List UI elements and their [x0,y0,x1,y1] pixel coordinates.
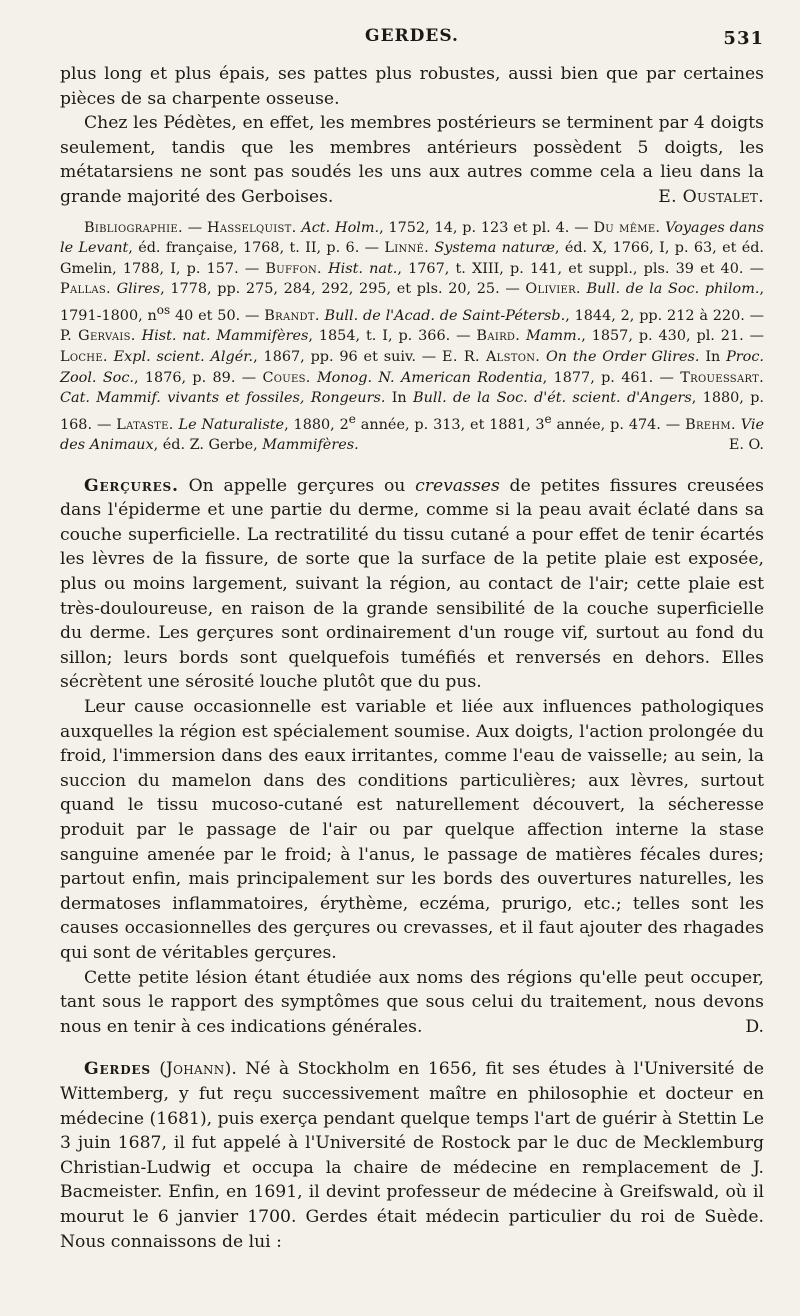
bib-title: On the Order Glires. [546,348,700,365]
running-title: GERDES. [365,26,459,46]
bib-author: Pallas. [60,281,111,298]
gercures-paragraph-2: Leur cause occasionnelle est variable et liée aux influences pathologiques auxquelles la région est spécialement soumise. Aux doigts, l'action prolongée du froid, l'immersion dans des eaux irritantes, comme l'eau de vaisselle; au sein, la succion du mamelon dans des conditions particulières; aux lèvres, surtout quand le tissu mucoso-cutané est naturellement découvert, la sécheresse produit par le passage de l'air ou par quelque affection interne la stase sanguine amenée par le froid; à l'anus, le passage de matières fécales dures; partout enfin, mais principalement sur les bords des ouvertures naturelles, les dermatoses inflammatoires, érythème, eczéma, prurigo, etc.; telles sont les causes occasionnelles des gerçures ou crevasses, et il faut ajouter des rhagades qui sont de véritables gerçures. [60,697,764,963]
gercures-paragraph-3: Cette petite lésion étant étudiée aux noms des régions qu'elle peut occuper, tant sous le rapport des symptômes que sous celui du traitement, nous devons nous en tenir à ces indications générales. D. [60,966,764,1040]
bibliography-signature: E. O. [728,437,764,454]
bib-author: P. Gervais. [60,328,136,345]
entry-forename: Johann [165,1059,225,1080]
entry-headword: Gerçures. [84,475,179,496]
bib-author: Linné. [384,240,430,257]
bib-title: Hist. nat. Mammifères [141,328,309,345]
bib-title: Monog. N. American Rodentia [316,369,543,386]
gerboise-paragraph-text: Chez les Pédètes, en effet, les membres postérieurs se terminent par 4 doigts seulement, tandis que les membres antérieurs possèdent 5 doigts, les métatarsiens ne sont pas soudés les uns aux autres comme cela a lieu dans la grande majorité des Gerboises. [60,113,764,207]
bib-title: Cat. Mammif. vivants et fossiles, Rongeurs. [60,390,386,407]
bib-title: Mamm. [526,328,582,345]
bib-title: Expl. scient. Algér. [113,348,254,365]
bib-author: Loche. [60,348,108,365]
gerdes-article [60,1057,764,1254]
gercures-article [60,474,764,1040]
bib-title: Le Naturaliste [178,416,285,433]
bib-author: Hasselquist. [206,219,297,236]
bib-title: Hist. nat. [328,260,398,277]
bib-author: Brandt. [264,307,320,324]
bib-title: Bull. de l'Acad. de Saint-Pétersb. [324,307,566,324]
bib-title: Glires [116,281,161,298]
bib-author: E. R. Alston. [442,348,541,365]
page-number: 531 [723,28,764,49]
bibliography-label: Bibliographie. [84,219,183,236]
bib-author: Du même. [593,219,661,236]
bib-title: Proc. Zool. Soc. [60,348,764,386]
bib-author: Baird. [476,328,521,345]
bib-author: Olivier. [525,281,581,298]
bib-title: Bull. de la Soc. d'ét. scient. d'Angers [413,390,692,407]
bibliography: Bibliographie. — Hasselquist. Act. Holm., 1752, 14, p. 123 et pl. 4. — Du même. Voyages dans le Levant, éd. française, 1768, t. II, p. 6. — Linné. Systema naturæ, éd. X, 1766, I, p. 63, et éd. Gmelin, 1788, I, p. 157. — Buffon. Hist. nat., 1767, t. XIII, p. 141, et suppl., pls. 39 et 40. — Pallas. Glires, 1778, pp. 275, 284, 292, 295, et pls. 20, 25. — Olivier. Bull. de la Soc. philom., 1791-1800, $n^{os}$ 40 et 50. — Brandt. Bull. de l'Acad. de Saint-Pétersb., 1844, 2, pp. 212 à 220. — P. Gervais. Hist. nat. Mammifères, 1854, t. I, p. 366. — Baird. Mamm., 1857, p. 430, pl. 21. — Loche. Expl. scient. Algér., 1867, pp. 96 et suiv. — E. R. Alston. On the Order Glires. In Proc. Zool. Soc., 1876, p. 89. — Coues. Monog. N. American Rodentia, 1877, p. 461. — Trouessart. Cat. Mammif. vivants et fossiles, Rongeurs. In Bull. de la Soc. d'ét. scient. d'Angers, 1880, p. 168. — Lataste. Le Naturaliste, 1880, 2e année, p. 313, et 1881, 3e année, p. 474. — Brehm. Vie des Animaux, éd. Z. Gerbe, Mammifères. E. O. [60,218,764,456]
bib-author: Buffon. [265,260,322,277]
italic-term: crevasses [415,475,500,496]
gercures-paragraph-1: Gerçures. On appelle gerçures ou crevasses de petites fissures creusées dans l'épiderme et une partie du derme, comme si la peau avait éclaté dans sa couche superficielle. La rectratilité du tissu cutané a pour effet de tenir écartés les lèvres de la fissure, de sorte que la surface de la petite plaie est exposée, plus ou moins largement, suivant la région, au contact de l'air; cette plaie est très-douloureuse, en raison de la grande sensibilité de la couche superficielle du derme. Les gerçures sont ordinairement d'un rouge vif, surtout au fond du sillon; leurs bords sont quelquefois tuméfiés et renversés en dehors. Elles sécrètent une sérosité louche plutôt que du pus. [60,475,765,693]
bib-title: Systema naturæ [434,240,555,257]
bib-author: Brehm. [685,416,736,433]
entry-headword: Gerdes [84,1059,151,1080]
bib-title: Bull. de la Soc. philom. [586,281,760,298]
gerdes-paragraph: Gerdes (Johann). Né à Stockholm en 1656, fit ses études à l'Université de Wittemberg, y fut reçu successivement maître en philosophie et docteur en médecine (1681), puis exerça pendant quelque temps l'art de guérir à Stettin Le 3 juin 1687, il fut appelé à l'Université de Rostock par le duc de Mecklemburg Christian-Ludwig et occupa la chaire de médecine en remplacement de J. Bacmeister. Enfin, en 1691, il devint professeur de médecine à Greifswald, où il mourut le 6 janvier 1700. Gerdes était médecin particulier du roi de Suède. Nous connaissons de lui : [60,1059,765,1252]
bib-author: Coues. [262,369,311,386]
gerboise-paragraph-continued: plus long et plus épais, ses pattes plus robustes, aussi bien que par certaines pièces de sa charpente osseuse. [60,64,764,109]
author-signature: D. [745,1016,764,1037]
running-head [60,22,764,62]
bib-title: Act. Holm. [301,219,380,236]
bib-author: Lataste. [116,416,174,433]
gerboise-paragraph [60,111,764,209]
gerboise-article-end [60,62,764,210]
bib-author: Trouessart. [680,369,764,386]
bib-title: Voyages dans le Levant [60,219,765,257]
author-signature: E. Oustalet. [658,186,764,207]
bib-title: Vie des Animaux [60,416,764,454]
bib-title: Mammifères. [262,437,359,454]
